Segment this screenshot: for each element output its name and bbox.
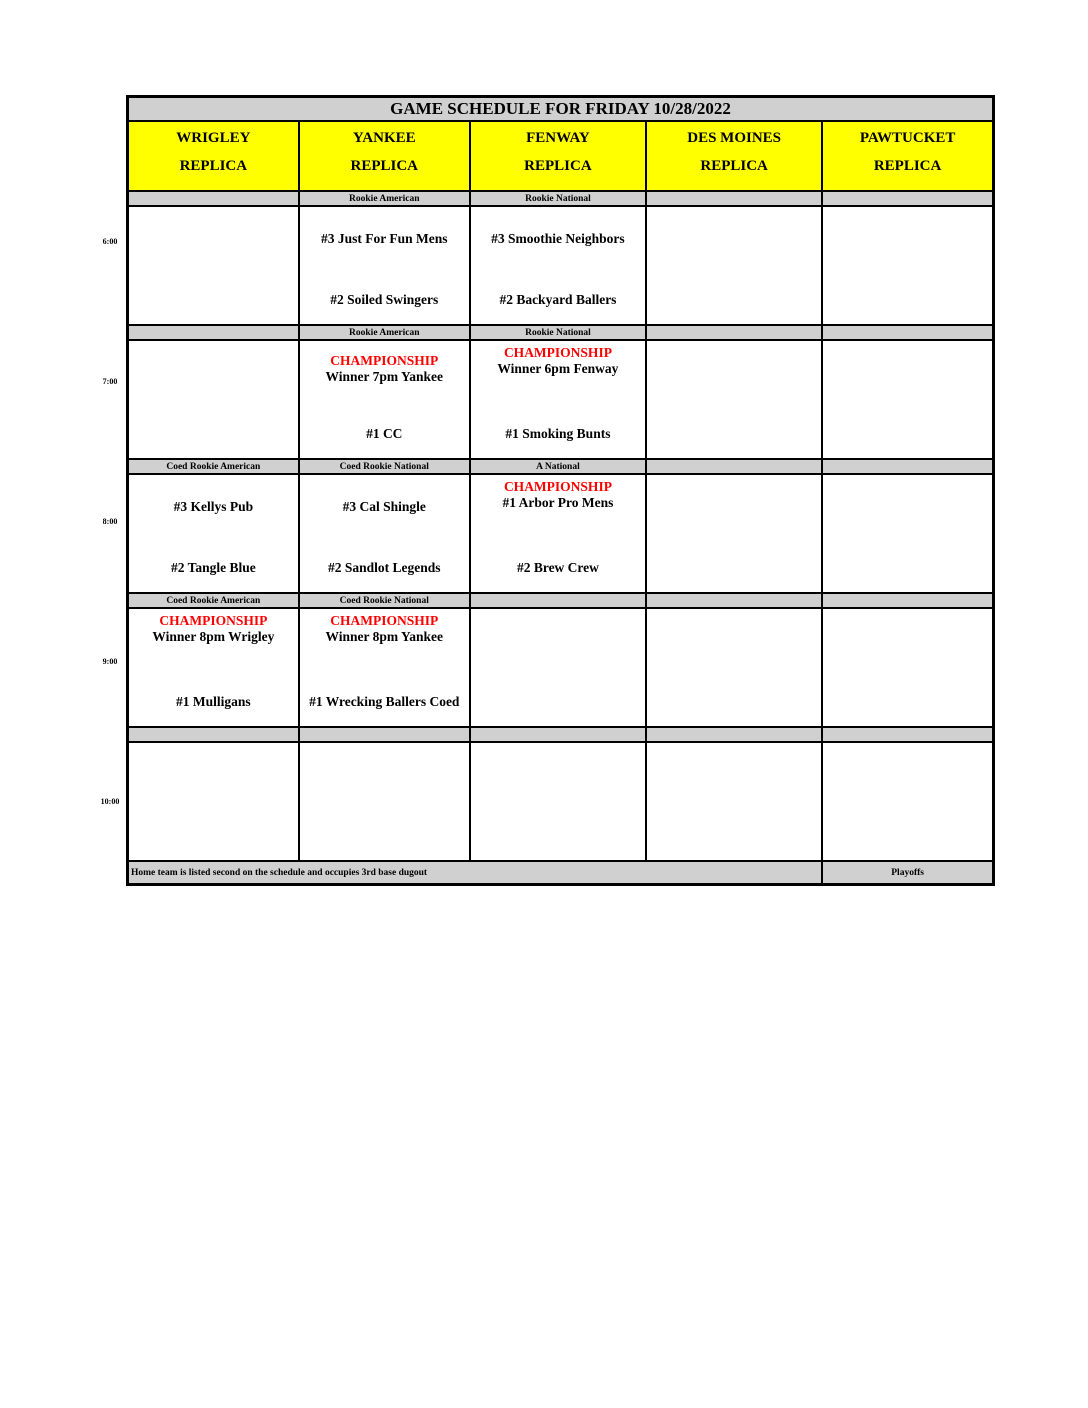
championship-label: CHAMPIONSHIP (159, 613, 268, 628)
game-cell (646, 608, 822, 727)
division-label (822, 191, 993, 206)
field-header (822, 121, 993, 191)
division-row (128, 191, 994, 206)
field-sub: REPLICA (350, 158, 419, 174)
game-cell (128, 206, 299, 325)
game-cell (646, 340, 822, 459)
game-cell (646, 742, 822, 861)
time-label-8: 8:00 (102, 517, 118, 526)
visitor-team: #1 Arbor Pro Mens (502, 495, 614, 510)
division-label (299, 727, 470, 742)
championship-label: CHAMPIONSHIP (330, 353, 439, 368)
game-cell (128, 742, 299, 861)
game-cell (822, 608, 993, 727)
field-sub: REPLICA (524, 158, 592, 174)
division-label (646, 325, 822, 340)
field-header-row (128, 121, 994, 191)
home-team: #2 Brew Crew (516, 560, 599, 575)
home-team: #1 CC (366, 426, 403, 441)
game-row (128, 608, 994, 727)
visitor-team: Winner 6pm Fenway (497, 361, 619, 376)
home-team: #2 Tangle Blue (170, 560, 256, 575)
footer-row (128, 861, 994, 885)
field-name: PAWTUCKET (859, 130, 956, 146)
field-name: YANKEE (352, 130, 416, 146)
division-label (128, 727, 299, 742)
home-team: #1 Wrecking Ballers Coed (309, 694, 460, 709)
division-label (646, 459, 822, 474)
schedule-table (126, 95, 995, 886)
division-label (470, 593, 646, 608)
game-cell (822, 742, 993, 861)
division-label: A National (470, 459, 646, 474)
field-header (646, 121, 822, 191)
division-row (128, 727, 994, 742)
time-label-7: 7:00 (102, 377, 118, 386)
division-label (646, 727, 822, 742)
home-team-note: Home team is listed second on the schedule and occupies 3rd base dugout (128, 861, 823, 885)
game-cell (299, 742, 470, 861)
game-row (128, 206, 994, 325)
visitor-team: #3 Kellys Pub (173, 499, 254, 514)
division-label (822, 727, 993, 742)
division-label (822, 325, 993, 340)
championship-label: CHAMPIONSHIP (503, 345, 612, 360)
division-label (646, 191, 822, 206)
game-cell (822, 474, 993, 593)
home-team: #2 Soiled Swingers (330, 292, 439, 307)
field-header (299, 121, 470, 191)
visitor-team: #3 Smoothie Neighbors (491, 231, 625, 246)
game-cell (470, 340, 646, 459)
division-label: Rookie National (470, 325, 646, 340)
division-label (470, 727, 646, 742)
time-label-10: 10:00 (100, 797, 120, 806)
division-label: Coed Rookie American (128, 459, 299, 474)
visitor-team: Winner 8pm Wrigley (152, 629, 275, 644)
division-label (646, 593, 822, 608)
division-label: Coed Rookie American (128, 593, 299, 608)
field-sub: REPLICA (873, 158, 942, 174)
game-cell (299, 206, 470, 325)
division-label (128, 325, 299, 340)
visitor-team: #3 Cal Shingle (342, 499, 426, 514)
championship-label: CHAMPIONSHIP (330, 613, 439, 628)
field-name: WRIGLEY (176, 130, 251, 146)
field-sub: REPLICA (700, 158, 768, 174)
visitor-team: Winner 7pm Yankee (325, 369, 444, 384)
division-label: Rookie American (299, 191, 470, 206)
division-label (822, 459, 993, 474)
field-header (470, 121, 646, 191)
time-label-9: 9:00 (102, 657, 118, 666)
division-label: Coed Rookie National (299, 593, 470, 608)
game-row (128, 474, 994, 593)
division-label (822, 593, 993, 608)
division-label: Coed Rookie National (299, 459, 470, 474)
game-cell (299, 474, 470, 593)
game-cell (299, 608, 470, 727)
game-cell (822, 206, 993, 325)
championship-label: CHAMPIONSHIP (503, 479, 612, 494)
game-cell (646, 206, 822, 325)
division-label: Rookie American (299, 325, 470, 340)
playoffs-label: Playoffs (822, 861, 993, 885)
division-label: Rookie National (470, 191, 646, 206)
schedule-title: GAME SCHEDULE FOR FRIDAY 10/28/2022 (128, 97, 994, 122)
home-team: #1 Mulligans (176, 694, 251, 709)
game-cell (128, 608, 299, 727)
game-cell (470, 742, 646, 861)
division-row (128, 593, 994, 608)
game-cell (128, 474, 299, 593)
visitor-team: Winner 8pm Yankee (325, 629, 444, 644)
division-label (128, 191, 299, 206)
field-header (128, 121, 299, 191)
field-name: DES MOINES (687, 130, 782, 146)
visitor-team: #3 Just For Fun Mens (321, 231, 448, 246)
division-row (128, 459, 994, 474)
game-row (128, 340, 994, 459)
game-cell (470, 474, 646, 593)
game-cell (299, 340, 470, 459)
game-cell (822, 340, 993, 459)
division-row (128, 325, 994, 340)
game-cell (646, 474, 822, 593)
field-sub: REPLICA (179, 158, 248, 174)
game-cell (470, 608, 646, 727)
field-name: FENWAY (526, 130, 590, 146)
game-cell (470, 206, 646, 325)
home-team: #2 Sandlot Legends (327, 560, 441, 575)
game-cell (128, 340, 299, 459)
time-label-6: 6:00 (102, 237, 118, 246)
home-team: #2 Backyard Ballers (499, 292, 617, 307)
home-team: #1 Smoking Bunts (505, 426, 611, 441)
game-row (128, 742, 994, 861)
